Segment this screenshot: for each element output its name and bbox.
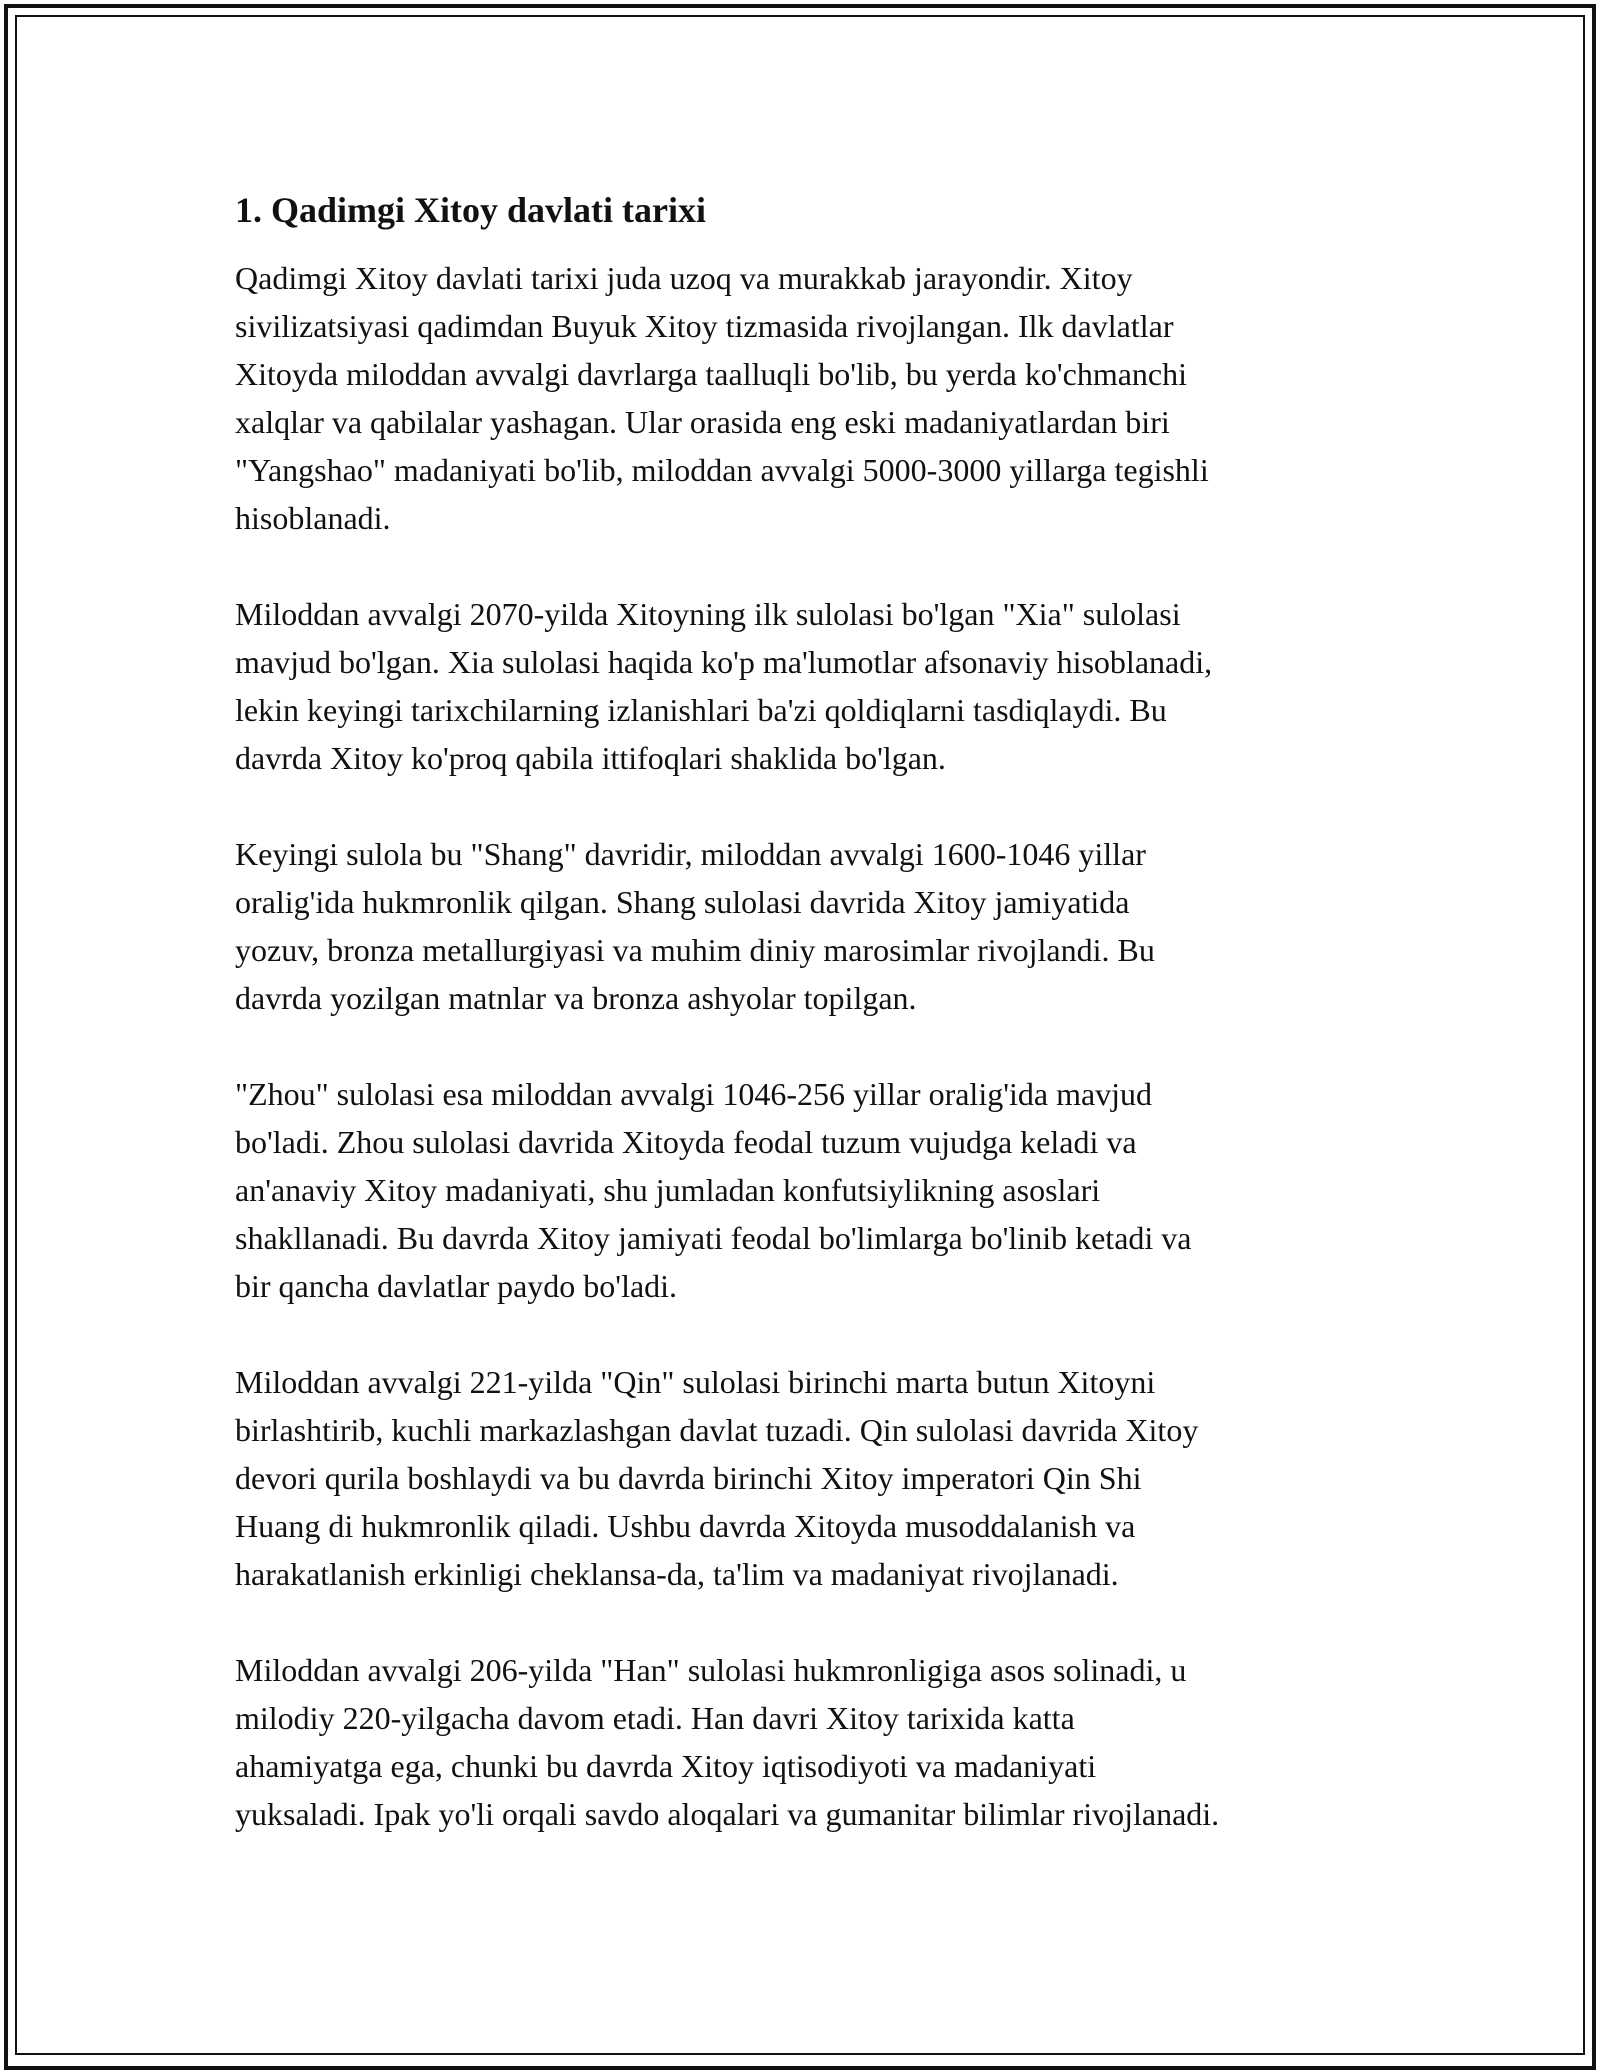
paragraph-line: birlashtirib, kuchli markazlashgan davlat tuzadi. Qin sulolasi davrida Xitoy <box>235 1412 1199 1448</box>
paragraph-line: "Zhou" sulolasi esa miloddan avvalgi 1046-256 yillar oralig'ida mavjud <box>235 1076 1153 1112</box>
paragraph-zhou <box>235 1070 1375 1310</box>
paragraph-line: Qadimgi Xitoy davlati tarixi juda uzoq va murakkab jarayondir. Xitoy <box>235 260 1133 296</box>
paragraph-line: Miloddan avvalgi 2070-yilda Xitoyning ilk sulolasi bo'lgan "Xia" sulolasi <box>235 596 1181 632</box>
paragraph-han <box>235 1646 1375 1838</box>
paragraph-line: Huang di hukmronlik qiladi. Ushbu davrda Xitoyda musoddalanish va <box>235 1508 1136 1544</box>
paragraph-line: sivilizatsiyasi qadimdan Buyuk Xitoy tizmasida rivojlangan. Ilk davlatlar <box>235 308 1174 344</box>
paragraph-line: bir qancha davlatlar paydo bo'ladi. <box>235 1268 678 1304</box>
paragraph-line: hisoblanadi. <box>235 500 391 536</box>
paragraph-line: Miloddan avvalgi 206-yilda "Han" sulolasi hukmronligiga asos solinadi, u <box>235 1652 1187 1688</box>
paragraph-line: Miloddan avvalgi 221-yilda "Qin" sulolasi birinchi marta butun Xitoyni <box>235 1364 1156 1400</box>
paragraph-line: davrda Xitoy ko'proq qabila ittifoqlari shaklida bo'lgan. <box>235 740 946 776</box>
paragraph-line: oralig'ida hukmronlik qilgan. Shang sulolasi davrida Xitoy jamiyatida <box>235 884 1130 920</box>
paragraph-line: yuksaladi. Ipak yo'li orqali savdo aloqalari va gumanitar bilimlar rivojlanadi. <box>235 1796 1220 1832</box>
paragraph-line: shakllanadi. Bu davrda Xitoy jamiyati feodal bo'limlarga bo'linib ketadi va <box>235 1220 1192 1256</box>
paragraph-line: Xitoyda miloddan avvalgi davrlarga taalluqli bo'lib, bu yerda ko'chmanchi <box>235 356 1188 392</box>
paragraph-line: yozuv, bronza metallurgiyasi va muhim diniy marosimlar rivojlandi. Bu <box>235 932 1155 968</box>
paragraph-line: davrda yozilgan matnlar va bronza ashyolar topilgan. <box>235 980 917 1016</box>
paragraph-line: ahamiyatga ega, chunki bu davrda Xitoy iqtisodiyoti va madaniyati <box>235 1748 1097 1784</box>
paragraph-line: xalqlar va qabilalar yashagan. Ular orasida eng eski madaniyatlardan biri <box>235 404 1170 440</box>
paragraph-line: devori qurila boshlaydi va bu davrda birinchi Xitoy imperatori Qin Shi <box>235 1460 1142 1496</box>
paragraph-yangshao <box>235 254 1375 542</box>
paragraph-line: Keyingi sulola bu "Shang" davridir, miloddan avvalgi 1600-1046 yillar <box>235 836 1146 872</box>
paragraph-shang <box>235 830 1375 1022</box>
paragraph-line: harakatlanish erkinligi cheklansa-da, ta'lim va madaniyat rivojlanadi. <box>235 1556 1119 1592</box>
paragraph-qin <box>235 1358 1375 1598</box>
paragraph-line: "Yangshao" madaniyati bo'lib, miloddan avvalgi 5000-3000 yillarga tegishli <box>235 452 1209 488</box>
paragraph-line: mavjud bo'lgan. Xia sulolasi haqida ko'p ma'lumotlar afsonaviy hisoblanadi, <box>235 644 1213 680</box>
paragraph-line: lekin keyingi tarixchilarning izlanishlari ba'zi qoldiqlarni tasdiqlaydi. Bu <box>235 692 1167 728</box>
paragraph-line: an'anaviy Xitoy madaniyati, shu jumladan konfutsiylikning asoslari <box>235 1172 1101 1208</box>
document-body <box>235 186 1375 1886</box>
paragraph-line: bo'ladi. Zhou sulolasi davrida Xitoyda feodal tuzum vujudga keladi va <box>235 1124 1137 1160</box>
paragraph-line: milodiy 220-yilgacha davom etadi. Han davri Xitoy tarixida katta <box>235 1700 1075 1736</box>
section-heading: 1. Qadimgi Xitoy davlati tarixi <box>235 190 706 230</box>
paragraph-xia <box>235 590 1375 782</box>
